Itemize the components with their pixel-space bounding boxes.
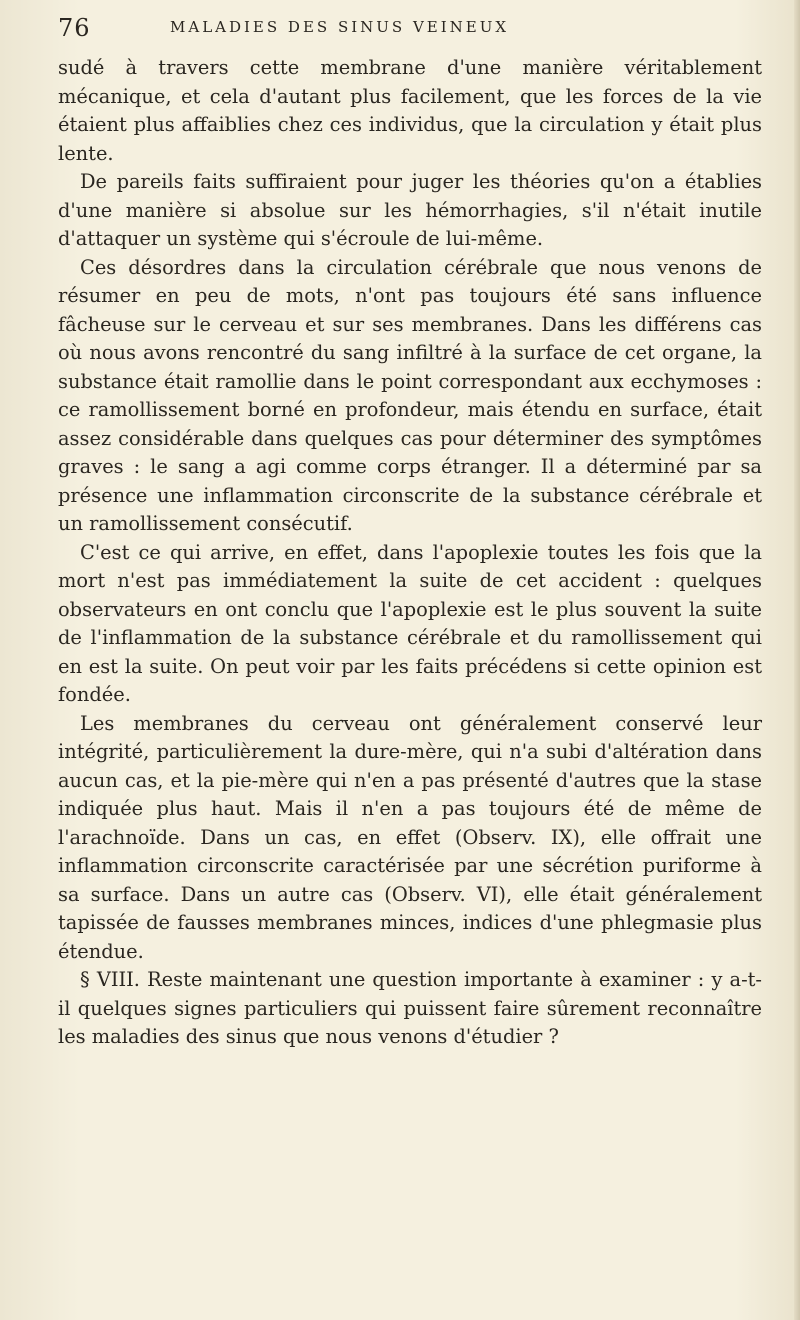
paragraph: C'est ce qui arrive, en effet, dans l'apoplexie toutes les fois que la mort n'est pas immédiatement la suite de cet accident : quelques observateurs en ont conclu que l'apoplexie est le plus souvent la suite de l'inflammation de la substance cérébrale et du ramollissement qui en est la suite. On peut voir par les faits précédens si cette opinion est fondée. — [58, 540, 762, 706]
paragraph: sudé à travers cette membrane d'une manière véritablement mécanique, et cela d'autant plus facilement, que les forces de la vie étaient plus affaiblies chez ces individus, que la circulation y était plus lente. — [58, 56, 762, 165]
paragraph: De pareils faits suffiraient pour juger les théories qu'on a établies d'une manière si absolue sur les hémorrhagies, s'il n'était inutile d'attaquer un système qui s'écroule de lui-même. — [58, 170, 762, 250]
paragraph: Ces désordres dans la circulation cérébrale que nous venons de résumer en peu de mots, n'ont pas toujours été sans influence fâcheuse sur le cerveau et sur ses membranes. Dans les différens cas où nous avons rencontré du sang infiltré à la surface de cet organe, la substance était ramollie dans le point correspondant aux ecchymoses : ce ramollissement borné en profondeur, mais étendu en surface, était assez considérable dans quelques cas pour déterminer des symptômes graves : le sang a agi comme corps étranger. Il a déterminé par sa présence une inflammation circonscrite de la substance cérébrale et un ramollissement consécutif. — [58, 255, 762, 535]
page-number: 76 — [58, 14, 91, 42]
page-edge — [794, 0, 800, 1320]
body-text — [58, 54, 762, 1052]
page-header — [58, 14, 760, 48]
section-paragraph: § VIII. Reste maintenant une question importante à examiner : y a-t-il quelques signes particuliers qui puissent faire sûrement reconnaître les maladies des sinus que nous venons d'étudier ? — [58, 968, 762, 1048]
paragraph: Les membranes du cerveau ont généralement conservé leur intégrité, particulièrement la dure-mère, qui n'a subi d'altération dans aucun cas, et la pie-mère qui n'en a pas présenté d'autres que la stase indiquée plus haut. Mais il n'en a pas toujours été de même de l'arachnoïde. Dans un cas, en effet (Observ. IX), elle offrait une inflammation circonscrite caractérisée par une sécrétion puriforme à sa surface. Dans un autre cas (Observ. VI), elle était généralement tapissée de fausses membranes minces, indices d'une phlegmasie plus étendue. — [58, 711, 762, 963]
running-head: MALADIES DES SINUS VEINEUX — [170, 18, 510, 36]
